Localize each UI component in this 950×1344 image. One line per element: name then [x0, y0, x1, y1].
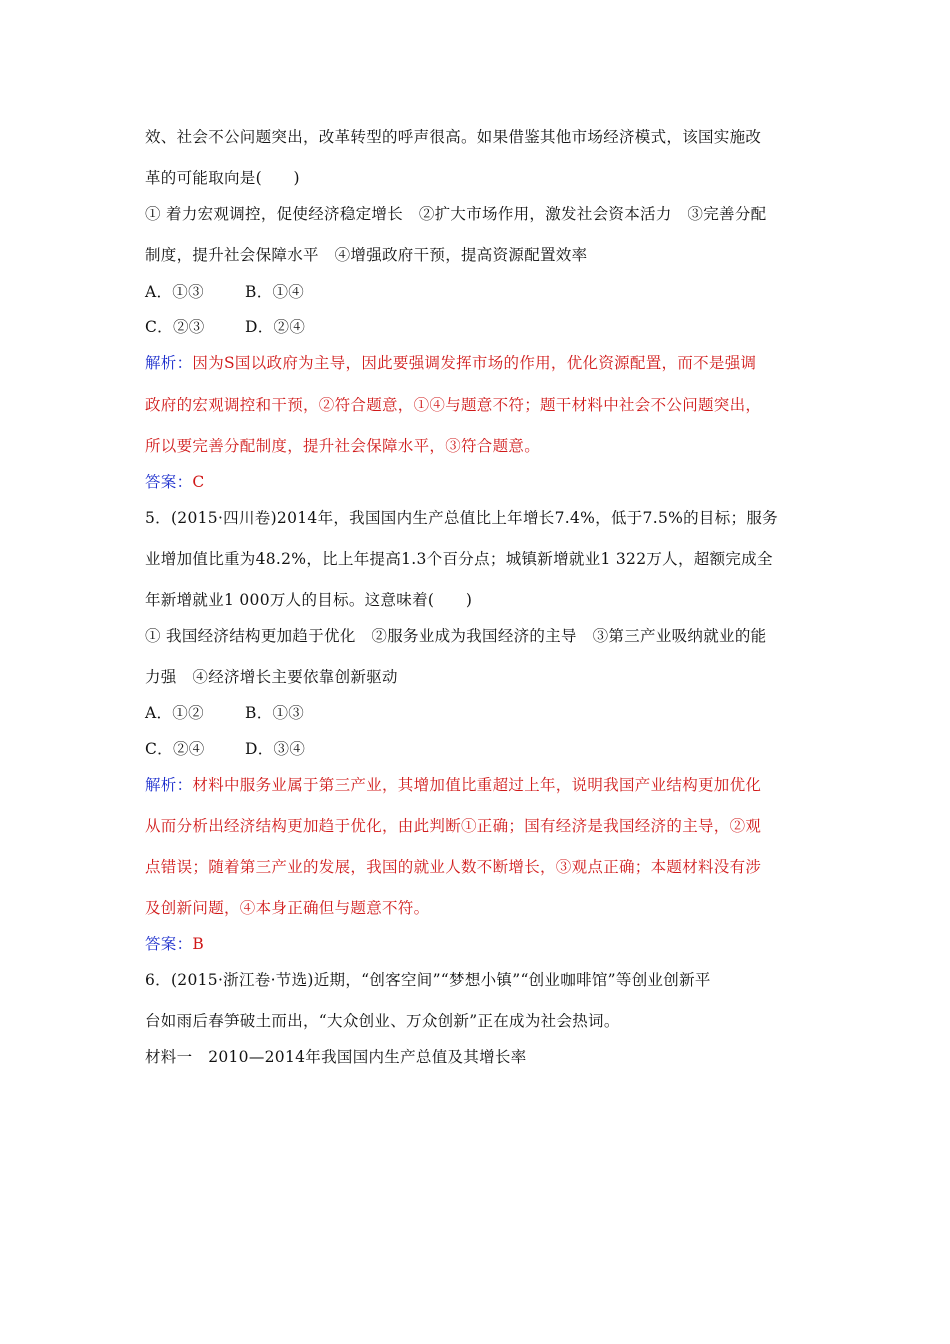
- q5-option-b: B．①③: [245, 704, 305, 722]
- q4-answer-label: 答案：: [145, 473, 193, 491]
- q5-option-d: D．③④: [245, 740, 306, 758]
- q4-stem-line-1: 效、社会不公问题突出，改革转型的呼声很高。如果借鉴其他市场经济模式，该国实施改: [145, 128, 762, 146]
- q5-answer-label: 答案：: [145, 935, 193, 953]
- q5-stem-line-2: 业增加值比重为48.2%，比上年提高1.3个百分点；城镇新增就业1 322万人，超额完成全: [145, 550, 773, 568]
- q4-analysis-line-1: [145, 353, 810, 373]
- q6-stem-line-2: 台如雨后春笋破土而出，“大众创业、万众创新”正在成为社会热词。: [145, 1012, 620, 1030]
- q4-analysis-line-2: 政府的宏观调控和干预，②符合题意，①④与题意不符；题干材料中社会不公问题突出，: [145, 396, 762, 414]
- q5-analysis-line-1: [145, 775, 810, 795]
- q4-answer: [145, 472, 810, 492]
- q5-answer-value: B: [192, 935, 205, 953]
- q4-stem-line-2: 革的可能取向是( ): [145, 169, 300, 187]
- q5-stem-line-3: 年新增就业1 000万人的目标。这意味着( ): [145, 591, 473, 609]
- q5-stem-line-1: 5．(2015·四川卷)2014年，我国国内生产总值比上年增长7.4%，低于7.5%的目标；服务: [145, 509, 778, 527]
- q5-analysis-line-4: 及创新问题，④本身正确但与题意不符。: [145, 899, 430, 917]
- q4-option-d: D．②④: [245, 318, 306, 336]
- q4-analysis-label: 解析：: [145, 354, 193, 372]
- q4-option-b: B．①④: [245, 283, 305, 301]
- q6-stem-line-1: 6．(2015·浙江卷·节选)近期，“创客空间”“梦想小镇”“创业咖啡馆”等创业创新平: [145, 971, 711, 989]
- q5-option-c: C．②④: [145, 740, 205, 758]
- q5-options-row-1: [145, 703, 810, 723]
- q4-options-row-2: [145, 317, 810, 337]
- q5-choices-line-1: ① 我国经济结构更加趋于优化 ②服务业成为我国经济的主导 ③第三产业吸纳就业的能: [145, 627, 767, 645]
- q4-analysis-line-3: 所以要完善分配制度，提升社会保障水平，③符合题意。: [145, 437, 541, 455]
- q4-analysis-text-1: 因为S国以政府为主导，因此要强调发挥市场的作用，优化资源配置，而不是强调: [192, 354, 757, 372]
- q5-analysis-text-1: 材料中服务业属于第三产业，其增加值比重超过上年，说明我国产业结构更加优化: [192, 776, 762, 794]
- q4-choices-line-1: ① 着力宏观调控，促使经济稳定增长 ②扩大市场作用，激发社会资本活力 ③完善分配: [145, 205, 767, 223]
- q5-analysis-line-3: 点错误；随着第三产业的发展，我国的就业人数不断增长，③观点正确；本题材料没有涉: [145, 858, 762, 876]
- q4-option-a: A．①③: [145, 283, 204, 301]
- q4-answer-value: C: [192, 473, 205, 491]
- q6-material-title: 材料一 2010—2014年我国国内生产总值及其增长率: [145, 1048, 527, 1066]
- q4-choices-line-2: 制度，提升社会保障水平 ④增强政府干预，提高资源配置效率: [145, 246, 588, 264]
- q5-answer: [145, 934, 810, 954]
- q5-analysis-line-2: 从而分析出经济结构更加趋于优化，由此判断①正确；国有经济是我国经济的主导，②观: [145, 817, 762, 835]
- q4-options-row-1: [145, 282, 810, 302]
- q4-option-c: C．②③: [145, 318, 205, 336]
- q5-option-a: A．①②: [145, 704, 204, 722]
- q5-choices-line-2: 力强 ④经济增长主要依靠创新驱动: [145, 668, 398, 686]
- q5-options-row-2: [145, 739, 810, 759]
- q5-analysis-label: 解析：: [145, 776, 193, 794]
